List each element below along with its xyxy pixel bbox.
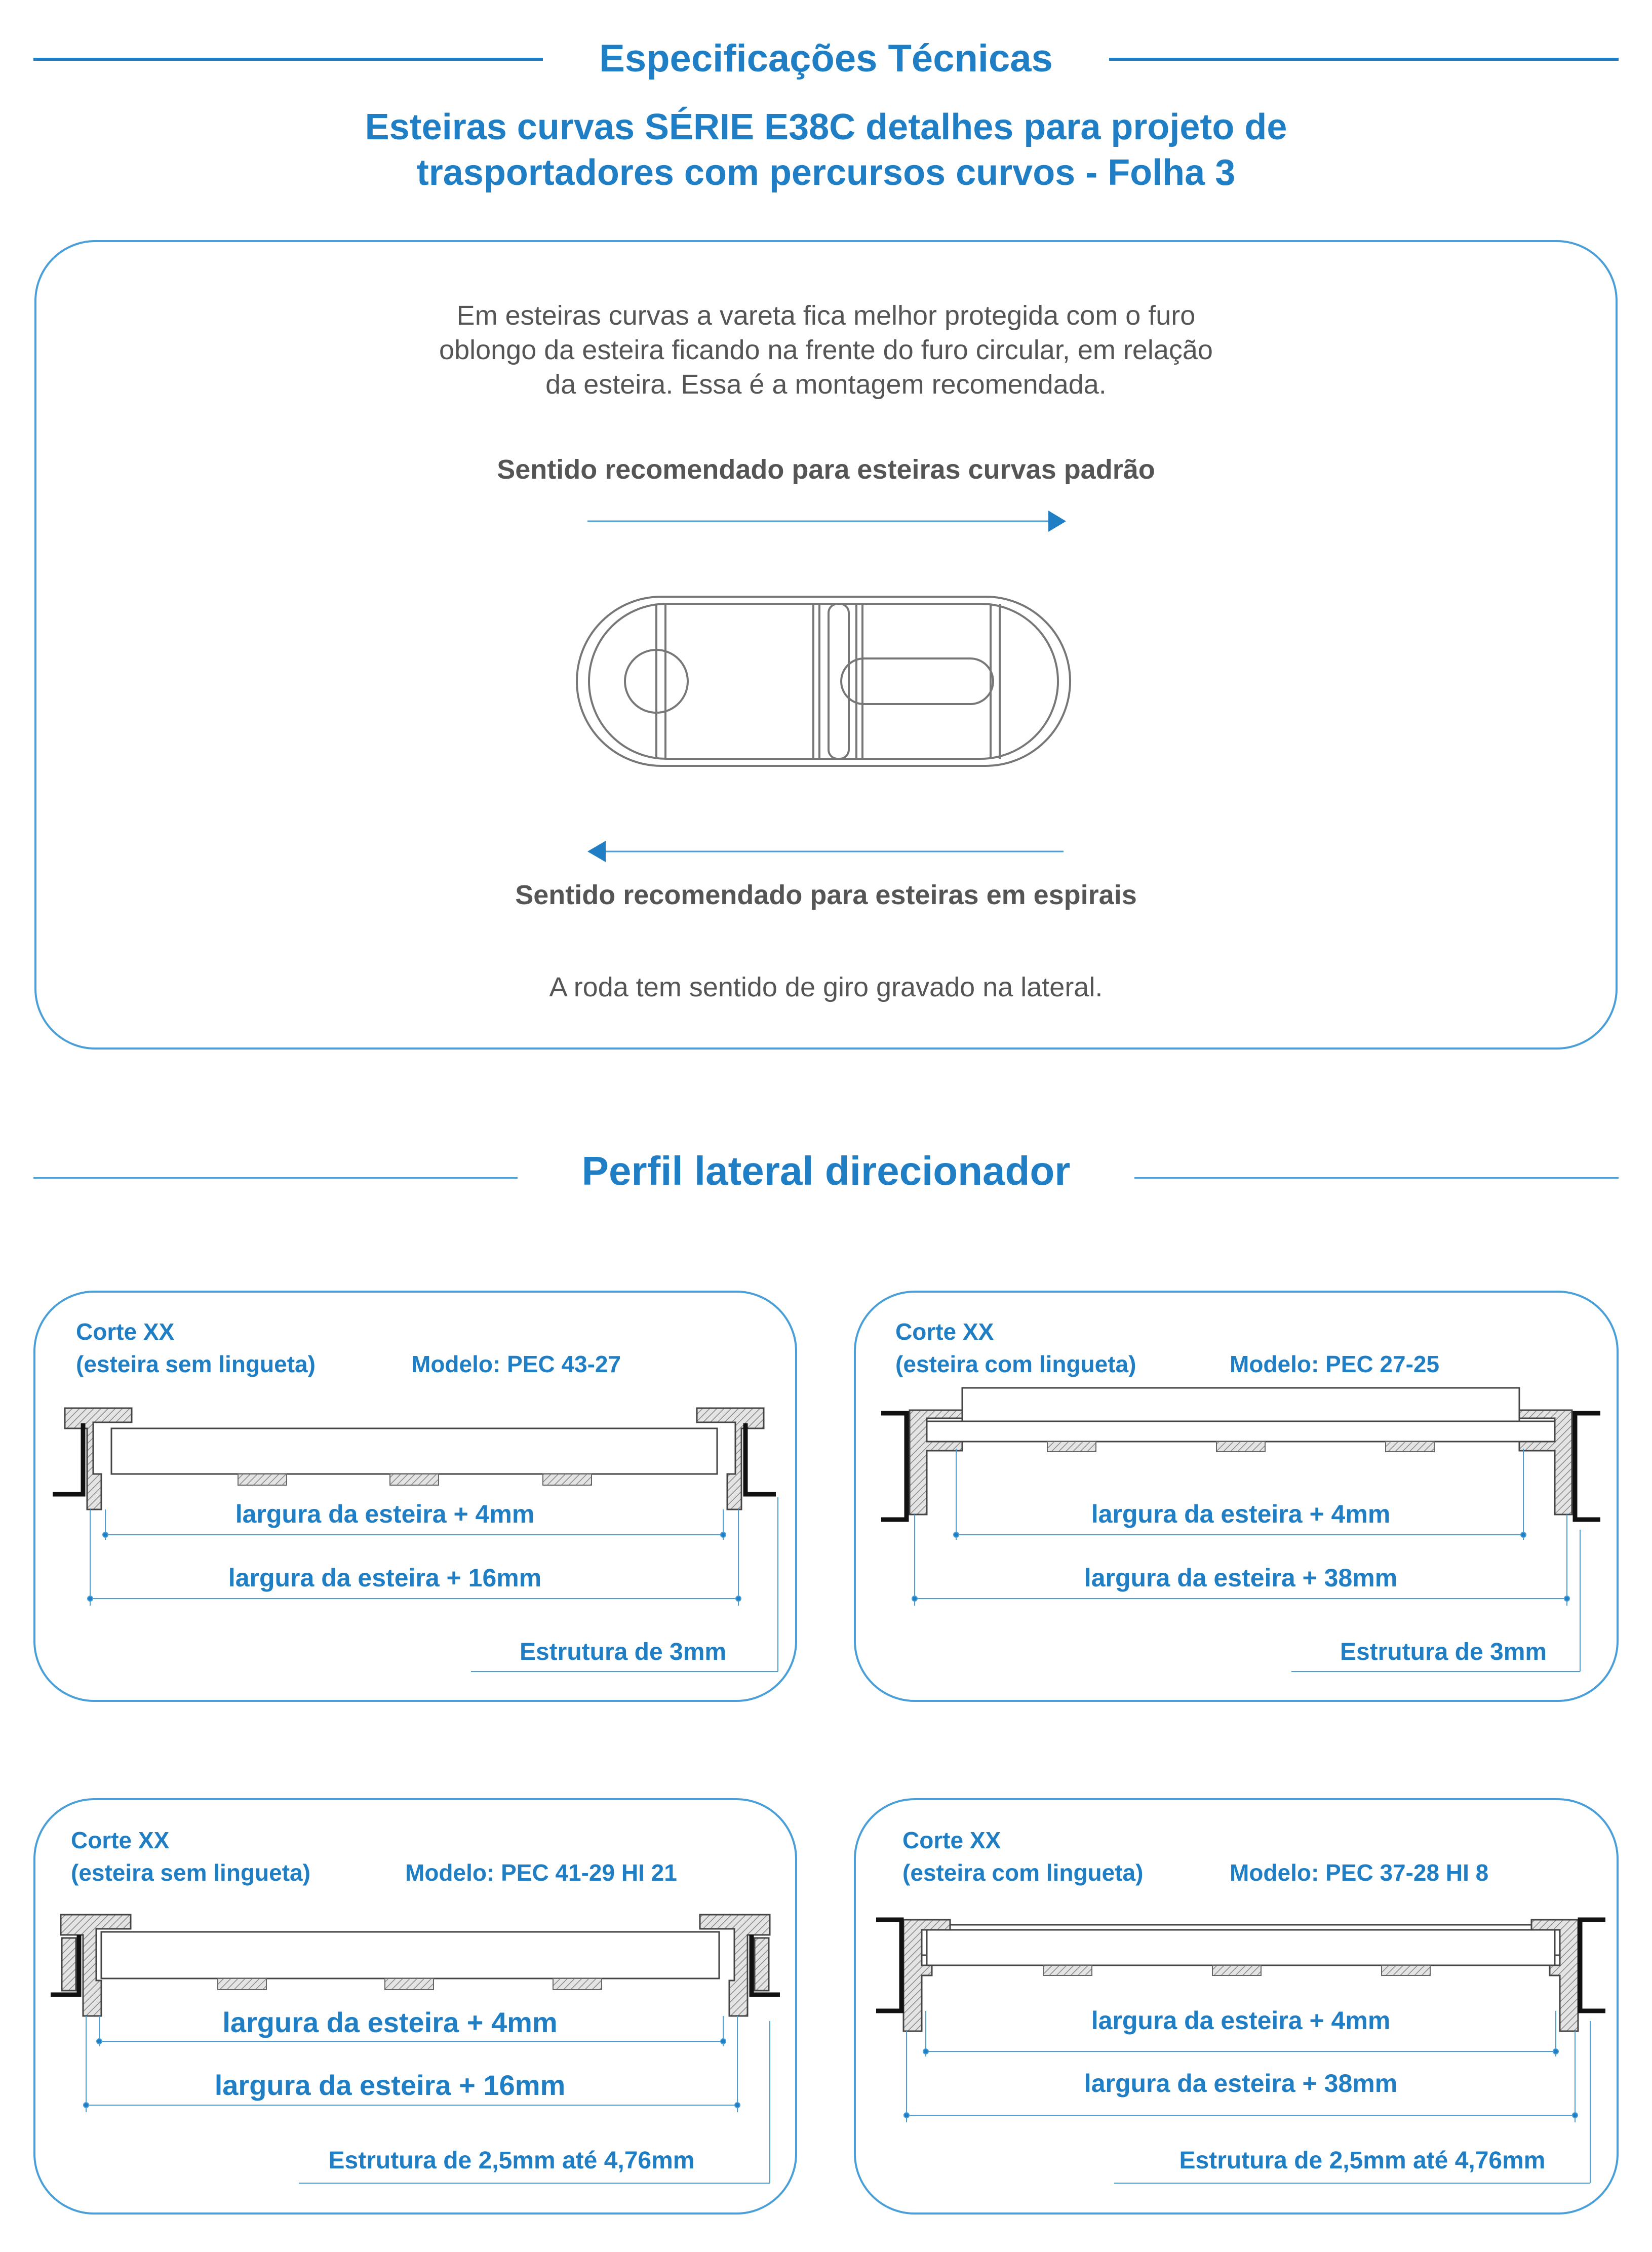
card-2-estrutura: Estrutura de 3mm [1340, 1639, 1547, 1665]
card-1-dim-1: largura da esteira + 4mm [235, 1500, 535, 1528]
card-2-dim-1: largura da esteira + 4mm [1091, 1500, 1391, 1528]
section2-title: Perfil lateral direcionador [581, 1148, 1071, 1193]
direction-top-label: Sentido recomendado para esteiras curvas padrão [497, 454, 1155, 485]
card-2-modelo: Modelo: PEC 27-25 [1230, 1351, 1440, 1377]
intro-paragraph-line-1: Em esteiras curvas a vareta fica melhor protegida com o furo [456, 300, 1196, 331]
arrow-left-icon [587, 839, 1069, 864]
card-2-corte: Corte XX [895, 1318, 994, 1345]
card-2-tipo: (esteira com lingueta) [895, 1351, 1136, 1377]
card-1-dim-2: largura da esteira + 16mm [228, 1564, 542, 1592]
arrow-right-icon [587, 509, 1069, 534]
intro-paragraph-line-3: da esteira. Essa é a montagem recomendada. [545, 369, 1107, 400]
card-4-modelo: Modelo: PEC 37-28 HI 8 [1230, 1859, 1489, 1886]
intro-paragraph-line-2: oblongo da esteira ficando na frente do furo circular, em relação [439, 335, 1213, 365]
card-1-modelo: Modelo: PEC 43-27 [411, 1351, 621, 1377]
intro-note: A roda tem sentido de giro gravado na lateral. [549, 972, 1103, 1002]
card-3-corte: Corte XX [71, 1827, 170, 1853]
card-3-dim-2: largura da esteira + 16mm [214, 2069, 566, 2101]
card-1-tipo: (esteira sem lingueta) [76, 1351, 316, 1377]
direction-bottom-label: Sentido recomendado para esteiras em espirais [515, 880, 1137, 910]
subtitle-line-2: trasportadores com percursos curvos - Folha 3 [416, 152, 1236, 193]
card-4-corte: Corte XX [902, 1827, 1001, 1853]
card-3-estrutura: Estrutura de 2,5mm até 4,76mm [328, 2147, 695, 2174]
card-4-dim-2: largura da esteira + 38mm [1084, 2069, 1398, 2098]
card-2-profile-drawing [871, 1388, 1610, 1682]
card-2-dim-2: largura da esteira + 38mm [1084, 1564, 1398, 1592]
card-4-estrutura: Estrutura de 2,5mm até 4,76mm [1179, 2147, 1546, 2174]
card-4-tipo: (esteira com lingueta) [902, 1859, 1144, 1886]
card-3-dim-1: largura da esteira + 4mm [222, 2006, 558, 2038]
chain-link-drawing [585, 593, 1067, 770]
page-title: Especificações Técnicas [599, 37, 1053, 80]
card-1-corte: Corte XX [76, 1318, 175, 1345]
card-4-dim-1: largura da esteira + 4mm [1091, 2006, 1391, 2035]
card-1-estrutura: Estrutura de 3mm [519, 1639, 727, 1665]
card-3-modelo: Modelo: PEC 41-29 HI 21 [405, 1859, 677, 1886]
subtitle-line-1: Esteiras curvas SÉRIE E38C detalhes para projeto de [365, 107, 1287, 147]
card-3-tipo: (esteira sem lingueta) [71, 1859, 310, 1886]
